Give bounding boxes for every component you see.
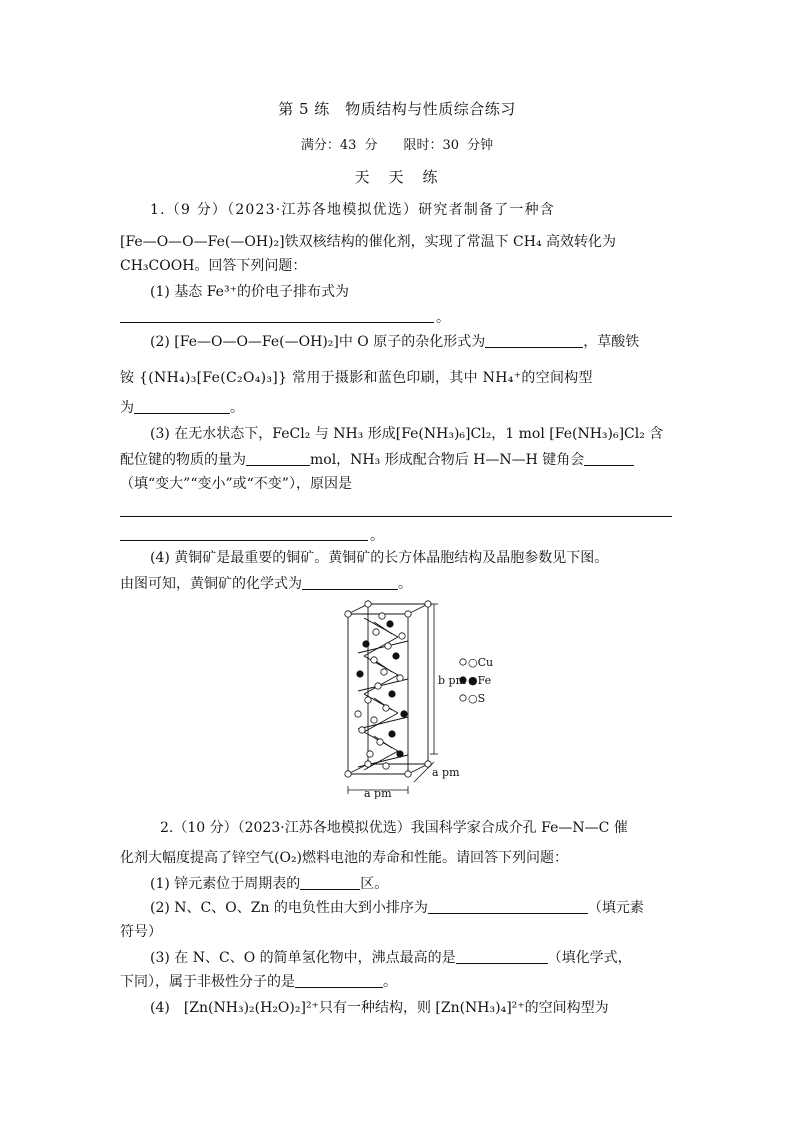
q1-part1-end: 。 bbox=[436, 310, 450, 326]
s-atom bbox=[367, 751, 373, 757]
q2-part3-blank-highest-bp[interactable] bbox=[456, 949, 548, 964]
cell-bond bbox=[364, 713, 398, 732]
q1-part3-line-3: （填“变大”“变小”或“不变”），原因是 bbox=[120, 476, 352, 492]
q1-part4-blank-formula[interactable] bbox=[302, 575, 398, 590]
fe-atom bbox=[357, 671, 363, 677]
s-atom bbox=[373, 629, 379, 635]
q1-part3-text-b: 配位键的物质的量为 bbox=[120, 452, 246, 468]
q1-part3-reason-blank-1[interactable] bbox=[120, 516, 672, 517]
q2-part3-line-1 bbox=[150, 948, 674, 968]
q2-intro-line-1: 2.（10 分）（2023·江苏各地模拟优选）我国科学家合成介孔 Fe—N—C 催 bbox=[160, 820, 628, 836]
fe-atom bbox=[393, 653, 399, 659]
a-dimension-label-side: a pm bbox=[432, 766, 460, 779]
q2-part2-blank-electronegativity[interactable] bbox=[428, 899, 588, 914]
fe-atom bbox=[401, 711, 407, 717]
fe-atom bbox=[387, 621, 393, 627]
q1-part2-text-a: (2) [Fe—O—O—Fe(—OH)₂]中 O 原子的杂化形式为 bbox=[150, 334, 486, 350]
cell-frame bbox=[348, 604, 428, 774]
q1-part3-blank-mol[interactable] bbox=[246, 451, 310, 466]
q2-part3-text-b: （填化学式， bbox=[547, 950, 632, 966]
q2-part2-text-a: (2) N、C、O、Zn 的电负性由大到小排序为 bbox=[150, 900, 428, 916]
cell-bond bbox=[358, 717, 408, 729]
cu-atom bbox=[345, 611, 351, 617]
fe-atom bbox=[389, 691, 395, 697]
s-atom bbox=[365, 697, 371, 703]
s-atom bbox=[375, 683, 381, 689]
q1-intro-line-1: 1.（9 分）（2023·江苏各地模拟优选）研究者制备了一种含 bbox=[150, 202, 555, 218]
score-time-info: 满分：43 分 限时：30 分钟 bbox=[300, 138, 494, 153]
fe-atom bbox=[363, 641, 369, 647]
q1-intro-line-2: [Fe—O—O—Fe(—OH)₂]铁双核结构的催化剂，实现了常温下 CH₄ 高效转化为 bbox=[120, 234, 617, 250]
s-atom bbox=[359, 727, 365, 733]
q2-part1-blank-block[interactable] bbox=[300, 875, 360, 890]
legend-cu-marker bbox=[460, 659, 466, 665]
q2-part3-line-2 bbox=[120, 972, 674, 992]
q1-part2-line-1 bbox=[150, 332, 674, 352]
b-dimension-label: b pm bbox=[438, 674, 467, 687]
q2-part1-text-b: 区。 bbox=[360, 876, 389, 892]
q1-part2-line-2: 铵 {(NH₄)₃[Fe(C₂O₄)₃]} 常用于摄影和蓝色印刷，其中 NH₄⁺的空间构型 bbox=[120, 370, 593, 386]
q2-part3-text-c: 下同），属于非极性分子的是 bbox=[120, 974, 295, 990]
q2-part4-line-1: (4) [Zn(NH₃)₂(H₂O)₂]²⁺只有一种结构，则 [Zn(NH₃)₄]²⁺的空间构型为 bbox=[150, 1000, 609, 1016]
q1-part2-end: 。 bbox=[230, 400, 244, 416]
q1-part1-answer-blank[interactable] bbox=[120, 322, 434, 323]
s-atom bbox=[379, 613, 385, 619]
a-dimension-label-bottom: a pm bbox=[364, 787, 392, 799]
q1-part3-line-1: (3) 在无水状态下，FeCl₂ 与 NH₃ 形成[Fe(NH₃)₆]Cl₂，1 mol [Fe(NH₃)₆]Cl₂ 含 bbox=[150, 426, 664, 442]
q1-part3-end: 。 bbox=[370, 528, 384, 544]
s-atom bbox=[371, 717, 377, 723]
unit-cell-diagram bbox=[330, 594, 510, 799]
legend-s: ○S bbox=[468, 692, 486, 705]
chalcopyrite-unit-cell-figure bbox=[330, 594, 510, 799]
s-atom bbox=[397, 675, 403, 681]
q1-part2-line-3 bbox=[120, 398, 674, 418]
legend-fe: ●Fe bbox=[468, 674, 492, 687]
cu-atom bbox=[345, 771, 351, 777]
legend-s-marker bbox=[460, 695, 466, 701]
s-atom bbox=[385, 643, 391, 649]
q1-part3-reason-blank-2[interactable] bbox=[120, 540, 368, 541]
q1-part3-blank-angle[interactable] bbox=[584, 451, 634, 466]
section-heading: 天 天 练 bbox=[354, 168, 440, 186]
s-atom bbox=[383, 763, 389, 769]
s-atom bbox=[381, 669, 387, 675]
q2-part1 bbox=[150, 874, 674, 894]
legend-cu: ○Cu bbox=[468, 656, 494, 669]
q2-part3-blank-nonpolar[interactable] bbox=[295, 973, 383, 988]
q2-intro-line-2: 化剂大幅度提高了锌空气(O₂)燃料电池的寿命和性能。请回答下列问题： bbox=[120, 850, 569, 866]
q1-part4-line-2 bbox=[120, 574, 674, 594]
s-atom bbox=[377, 739, 383, 745]
q1-part4-end: 。 bbox=[398, 576, 412, 592]
fe-atom bbox=[389, 731, 395, 737]
q1-part3-text-c: mol，NH₃ 形成配合物后 H—N—H 键角会 bbox=[310, 452, 585, 468]
cu-atom bbox=[405, 771, 411, 777]
fe-atom bbox=[397, 751, 403, 757]
q1-part2-blank-hybridization[interactable] bbox=[485, 333, 583, 348]
cu-atom bbox=[365, 601, 371, 607]
s-atom bbox=[399, 633, 405, 639]
q1-part4-text-b: 由图可知，黄铜矿的化学式为 bbox=[120, 576, 302, 592]
s-atom bbox=[355, 711, 361, 717]
q2-part2-line-2: 符号） bbox=[120, 924, 162, 940]
q1-part2-text-d: 为 bbox=[120, 400, 134, 416]
cell-bond bbox=[364, 637, 398, 656]
q2-part3-end: 。 bbox=[383, 974, 397, 990]
q1-intro-line-3: CH₃COOH。回答下列问题： bbox=[120, 258, 307, 274]
q2-part2-line-1 bbox=[150, 898, 674, 918]
cell-bond bbox=[364, 618, 398, 637]
cu-atom bbox=[365, 761, 371, 767]
q1-part3-line-2 bbox=[120, 450, 674, 470]
q1-part2-text-b: ，草酸铁 bbox=[583, 334, 640, 350]
q2-part3-text-a: (3) 在 N、C、O 的简单氢化物中，沸点最高的是 bbox=[150, 950, 456, 966]
s-atom bbox=[371, 657, 377, 663]
q2-part1-text-a: (1) 锌元素位于周期表的 bbox=[150, 876, 301, 892]
q2-part2-text-b: （填元素 bbox=[587, 900, 644, 916]
q1-part4-line-1: (4) 黄铜矿是最重要的铜矿。黄铜矿的长方体晶胞结构及晶胞参数见下图。 bbox=[150, 550, 609, 566]
s-atom bbox=[383, 705, 389, 711]
q1-part1: (1) 基态 Fe³⁺的价电子排布式为 bbox=[150, 284, 349, 300]
cell-atoms bbox=[345, 601, 466, 777]
page-title: 第 5 练 物质结构与性质综合练习 bbox=[278, 100, 516, 118]
cu-atom bbox=[405, 611, 411, 617]
q1-part2-blank-shape[interactable] bbox=[134, 399, 230, 414]
